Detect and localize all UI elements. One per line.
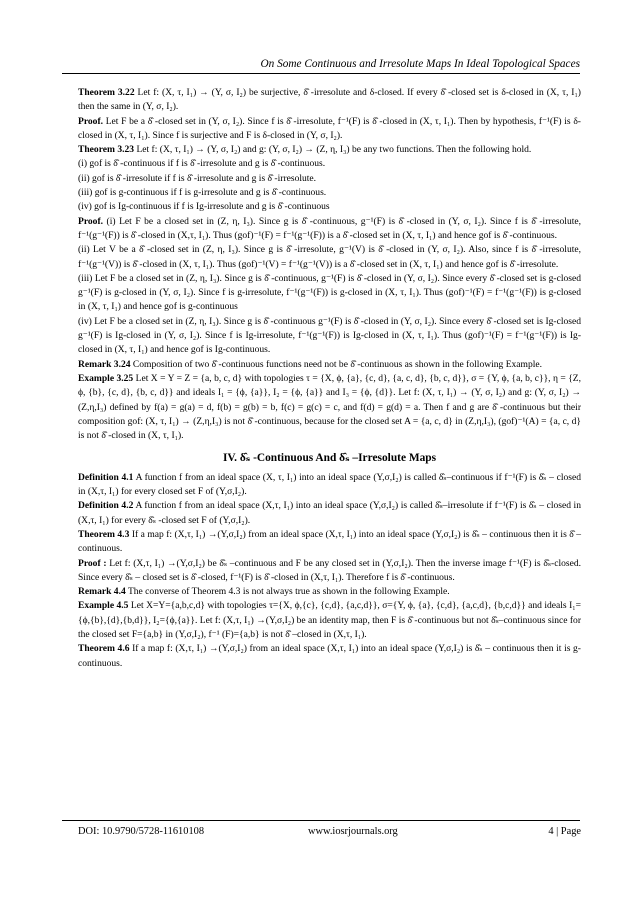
footer-rule xyxy=(62,820,580,821)
theorem-4-3: Theorem 4.3 If a map f: (X,τ, I₁) →(Y,σ,I₂) from an ideal space (X,τ, I₁) into an ideal space (Y,σ,I₂) is δ̂ₛ – continuous then it is δ̂ –continuous. xyxy=(78,528,581,555)
footer-page-number: 4 | Page xyxy=(548,826,581,837)
example-4-5: Example 4.5 Let X=Y={a,b,c,d} with topologies τ={X, ϕ,{c}, {c,d}, {a,c,d}}, σ={Y, ϕ, {a}, {c,d}, {a,c,d}, {b,c,d}} and ideals I₁={ϕ,{b},{d},{b,d}}, I₂={ϕ,{a}}. Let f: (X,τ, I₁) →(Y,σ,I₂) be an identity map, then F is δ̂ -continuous but not δ̂ₛ–continuous since for the closed set F={a,b} in (Y,σ,I₂), f⁻¹ (F)={a,b} is not δ̂ –closed in (X,τ, I₁). xyxy=(78,600,581,640)
item-iii: (iii) gof is g-continuous if f is g-irresolute and g is δ̂ -continuous. xyxy=(78,187,327,199)
example-3-25: Example 3.25 Let X = Y = Z = {a, b, c, d} with topologies τ = {X, ϕ, {a}, {c, d}, {a, c, d}, {b, c, d}}, σ = {Y, ϕ, {a, b, c}}, η = {Z, ϕ, {b}, {c, d}, {b, c, d}} and ideals I₁ = {ϕ, {a}}, I₂ = {ϕ, {a}} and I₃ = {ϕ, {d}}. Let f: (X, τ, I₁) → (Y, σ, I₂) and g: (Y, σ, I₂) → (Z,η,I₃) defined by f(a) = g(a) = d, f(b) = g(b) = b, f(c) = g(c) = c, and f(d) = g(d) = a. Then f and g are δ̂ -continuous but their composition gof: (X, τ, I₁) → (Z,η,I₃) is not δ̂ -continuous, because for the closed set A = {a, c, d} in (Z,η,I₃), (gof)⁻¹(A) = {a, c, d} is not δ̂ -closed in (X, τ, I₁). xyxy=(78,372,582,442)
theorem-4-6: Theorem 4.6 If a map f: (X,τ, I₁) →(Y,σ,I₂) from an ideal space (X,τ, I₁) into an ideal space (Y,σ,I₂) is δ̂ₛ – continuous then it is g-continuous. xyxy=(78,643,581,669)
remark-3-24: Remark 3.24 Composition of two δ̂ -continuous functions need not be δ̂ -continuous as shown in the following Example. xyxy=(78,358,543,370)
footer-url[interactable]: www.iosrjournals.org xyxy=(308,826,398,837)
proof-3-23-iv: (iv) Let F be a closed set in (Z, η, I₃). Since g is δ̂ -continuous g⁻¹(F) is δ̂ -closed in (Y, σ, I₂). Since every δ̂ -closed set is Ig-closed g⁻¹(F) is Ig-closed in (Y, σ, I₂). Since f is Ig-irresolute, f⁻¹(g⁻¹(F)) is Ig-closed in (X, τ, I₁). Thus (gof)⁻¹(F) = f⁻¹(g⁻¹(F)) is Ig-closed in (X, τ, I₁) and hence gof is Ig-continuous. xyxy=(78,315,581,356)
definition-4-2: Definition 4.2 A function f from an ideal space (X,τ, I₁) into an ideal space (Y,σ,I₂) is called δ̂ₛ–irresolute if f⁻¹(F) is δ̂ₛ – closed in (X,τ, I₁) for every δ̂ₛ -closed set F of (Y,σ,I₂). xyxy=(78,500,581,526)
proof-3-22: Proof. Let F be a δ̂ -closed set in (Y, σ, I₂). Since f is δ̂ -irresolute, f⁻¹(F) is δ̂ -closed in (X, τ, I₁). Then by hypothesis, f⁻¹(F) is δ-closed in (X, τ, I₁). Since f is surjective and F is δ-closed in (Y, σ, I₂). xyxy=(78,115,581,141)
item-ii: (ii) gof is δ̂ -irresolute if f is δ̂ -irresolute and g is δ̂ -irresolute. xyxy=(78,172,317,184)
part-one xyxy=(78,86,581,443)
theorem-3-22: Theorem 3.22 Let f: (X, τ, I₁) → (Y, σ, I₂) be surjective, δ̂ -irresolute and δ-closed. If every δ̂ -closed set is δ-closed in (X, τ, I₁) then the same in (Y, σ, I₂). xyxy=(78,87,581,113)
remark-4-4: Remark 4.4 The converse of Theorem 4.3 is not always true as shown in the following Example. xyxy=(78,586,450,598)
page-body xyxy=(78,86,581,671)
theorem-3-23: Theorem 3.23 Let f: (X, τ, I₁) → (Y, σ, I₂) and g: (Y, σ, I₂) → (Z, η, I₃) be any two functions. Then the following hold. xyxy=(78,144,532,156)
proof-3-23-iii: (iii) Let F be a closed set in (Z, η, I₃). Since g is δ̂ -continuous, g⁻¹(F) is δ̂ -closed in (Y, σ, I₂). Since every δ̂ -closed set is g-closed g⁻¹(F) is g-closed in (Y, σ, I₂). Since f is g-irresolute, f⁻¹(g⁻¹(F)) is g-closed in (X, τ, I₁). Thus (gof)⁻¹(F) = f⁻¹(g⁻¹(F)) is g-closed in (X, τ, I₁) and hence gof is g-continuous xyxy=(78,272,581,313)
definition-4-1: Definition 4.1 A function f from an ideal space (X, τ, I₁) into an ideal space (Y,σ,I₂) is called δ̂ₛ–continuous if f⁻¹(F) is δ̂ₛ – closed in (X,τ, I₁) for every closed set F of (Y,σ,I₂). xyxy=(78,471,581,498)
item-i: (i) gof is δ̂ -continuous if f is δ̂ -irresolute and g is δ̂ -continuous. xyxy=(78,158,326,170)
proof-3-23-i: Proof. (i) Let F be a closed set in (Z, η, I₃). Since g is δ̂ -continuous, g⁻¹(F) is δ̂ -closed in (Y, σ, I₂). Since f is δ̂ -irresolute, f⁻¹(g⁻¹(F)) is δ̂ -closed in (X,τ, I₁). Thus (gof)⁻¹(F) = f⁻¹(g⁻¹(F)) is a δ̂ -closed set in (X, τ, I₁) and hence gof is δ̂ -continuous. xyxy=(78,215,581,241)
running-title: On Some Continuous and Irresolute Maps In Ideal Topological Spaces xyxy=(260,58,580,70)
part-two xyxy=(78,471,581,671)
section-heading: IV. δ̂ₛ -Continuous And δ̂ₛ –Irresolute Maps xyxy=(222,452,437,465)
header-rule xyxy=(62,73,580,74)
proof-4-3: Proof : Let f: (X,τ, I₁) →(Y,σ,I₂) be δ̂ₛ –continuous and F be any closed set in (Y,σ,I₂). Then the inverse image f⁻¹(F) is δ̂ₛ-closed. Since every δ̂ₛ – closed set is δ̂ -closed, f⁻¹(F) is δ̂ -closed in (X,τ, I₁). Therefore f is δ̂ -continuous. xyxy=(78,557,581,583)
item-iv: (iv) gof is Ig-continuous if f is Ig-irresolute and g is δ̂ -continuous xyxy=(78,201,330,213)
proof-3-23-ii: (ii) Let V be a δ̂ -closed set in (Z, η, I₃). Since g is δ̂ -irresolute, g⁻¹(V) is δ̂ -closed in (Y, σ, I₂). Also, since f is δ̂ -irresolute, f⁻¹(g⁻¹(V)) is δ̂ -closed in (X, τ, I₁). Thus (gof)⁻¹(V) = f⁻¹(g⁻¹(V)) is a δ̂ -closed set in (X, τ, I₁) and hence gof is δ̂ -irresolute. xyxy=(78,244,581,270)
footer-doi: DOI: 10.9790/5728-11610108 xyxy=(78,826,205,837)
